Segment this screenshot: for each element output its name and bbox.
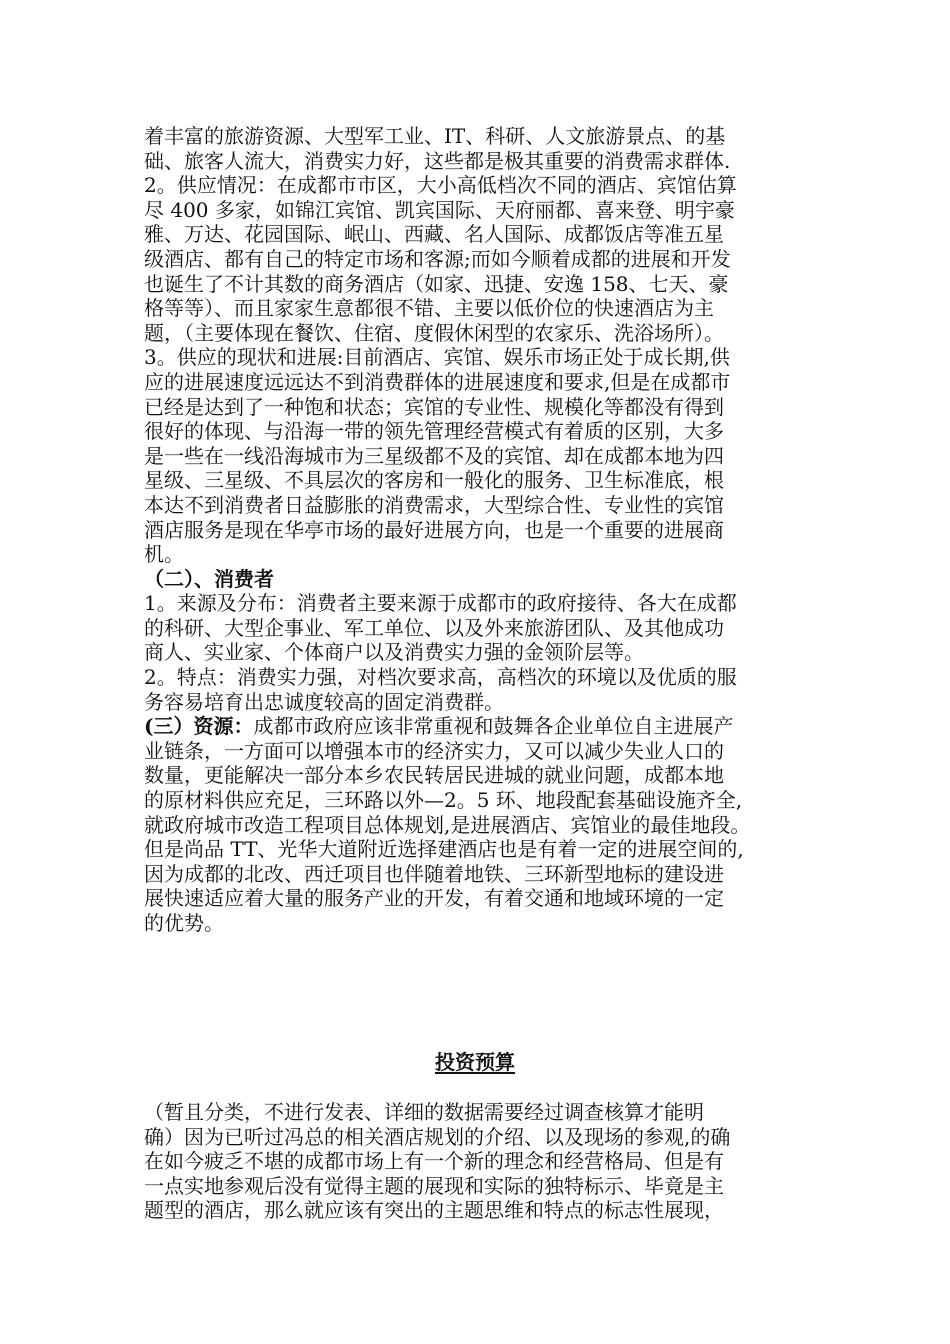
section-title-investment-budget (0, 1046, 950, 1075)
text-line: 确）因为已听过冯总的相关酒店规划的介绍、以及现场的参观,的确 (144, 1124, 731, 1149)
text-line: 题型的酒店，那么就应该有突出的主题思维和特点的标志性展现， (144, 1198, 724, 1223)
paragraph-block-budget (144, 1100, 806, 1223)
text-line: 2。特点：消费实力强，对档次要求高，高档次的环境以及优质的服 (144, 665, 737, 690)
text-run: 成都市政府应该非常重视和鼓舞各企业单位自主进展产 (253, 714, 734, 739)
text-line: 因为成都的北改、西迁项目也伴随着地铁、三环新型地标的建设进 (144, 861, 724, 886)
text-line: 2。供应情况：在成都市市区，大小高低档次不同的酒店、宾馆估算 (144, 173, 737, 198)
text-line: 雅、万达、花园国际、岷山、西藏、名人国际、成都饭店等准五星 (144, 222, 724, 247)
text-line: 的科研、大型企事业、军工单位、以及外来旅游团队、及其他成功 (144, 615, 724, 640)
text-line: 一点实地参观后没有觉得主题的展现和实际的独特标示、毕竟是主 (144, 1173, 724, 1198)
text-line: 在如今疲乏不堪的成都市场上有一个新的理念和经营格局、但是有 (144, 1149, 724, 1174)
text-line: 级酒店、都有自己的特定市场和客源;而如今顺着成都的进展和开发 (144, 246, 731, 271)
text-line: 础、旅客人流大，消费实力好，这些都是极其重要的消费需求群体. (144, 148, 731, 173)
resources-paragraph-first-line (144, 714, 806, 739)
text-line: 商人、实业家、个体商户以及消费实力强的金领阶层等。 (144, 640, 644, 665)
text-line: 但是尚品 TT、光华大道附近选择建酒店也是有着一定的进展空间的, (144, 837, 744, 862)
text-line: 业链条，一方面可以增强本市的经济实力，又可以减少失业人口的 (144, 738, 724, 763)
paragraph-block-supply (144, 124, 806, 936)
text-line: 着丰富的旅游资源、大型军工业、IT、科研、人文旅游景点、的基 (144, 124, 726, 148)
section-title-text: 投资预算 (435, 1050, 515, 1074)
text-line: 本达不到消费者日益膨胀的消费需求，大型综合性、专业性的宾馆 (144, 492, 724, 517)
text-line: 的原材料供应充足，三环路以外—2。5 环、地段配套基础设施齐全, (144, 788, 743, 813)
text-line: 应的进展速度远远达不到消费群体的进展速度和要求,但是在成都市 (144, 369, 731, 394)
text-line: 酒店服务是现在华亭市场的最好进展方向，也是一个重要的进展商 (144, 517, 724, 542)
text-line: 务容易培育出忠诚度较高的固定消费群。 (144, 689, 504, 714)
text-line: 格等等）、而且家家生意都很不错、主要以低价位的快速酒店为主 (144, 296, 714, 321)
text-line: 展快速适应着大量的服务产业的开发，有着交通和地域环境的一定 (144, 886, 724, 911)
text-line: 3。供应的现状和进展:目前酒店、宾馆、娱乐市场正处于成长期,供 (144, 345, 730, 370)
text-line: 已经是达到了一种饱和状态；宾馆的专业性、规模化等都没有得到 (144, 394, 724, 419)
text-line: 尽 400 多家，如锦江宾馆、凯宾国际、天府丽都、喜来登、明宇豪 (144, 197, 735, 222)
text-line: 题，（主要体现在餐饮、住宿、度假休闲型的农家乐、洗浴场所）。 (144, 320, 724, 345)
text-line: 1。来源及分布：消费者主要来源于成都市的政府接待、各大在成都 (144, 591, 737, 616)
section-heading-resources: (三）资源： (144, 714, 254, 739)
text-line: 就政府城市改造工程项目总体规划,是进展酒店、宾馆业的最佳地段。 (144, 812, 751, 837)
text-line: 数量，更能解决一部分本乡农民转居民进城的就业问题，成都本地 (144, 763, 724, 788)
text-line: 很好的体现、与沿海一带的领先管理经营模式有着质的区别，大多 (144, 419, 724, 444)
text-line: 机。 (144, 542, 184, 567)
section-heading-consumers: （二）、消费者 (144, 566, 274, 591)
text-line: 是一些在一线沿海城市为三星级都不及的宾馆、却在成都本地为四 (144, 443, 724, 468)
text-line: 也诞生了不计其数的商务酒店（如家、迅捷、安逸 158、七天、豪 (144, 271, 729, 296)
text-line: 的优势。 (144, 911, 224, 935)
text-line: （暂且分类，不进行发表、详细的数据需要经过调查核算才能明 (144, 1100, 704, 1124)
text-line: 星级、三星级、不具层次的客房和一般化的服务、卫生标准底，根 (144, 468, 724, 493)
